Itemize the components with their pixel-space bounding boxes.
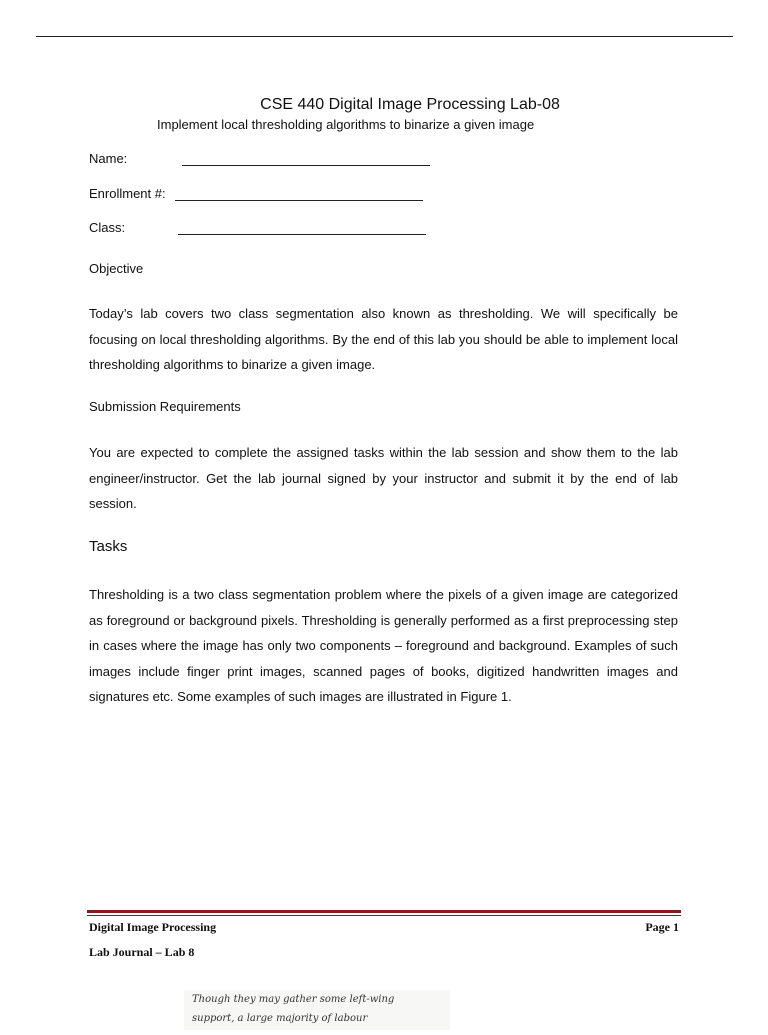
- document-title: CSE 440 Digital Image Processing Lab-08: [260, 96, 560, 113]
- footer-rule: [87, 910, 681, 913]
- footer-lab: Lab Journal – Lab 8: [89, 945, 195, 959]
- handwriting-line-2: support, a large majority of labour: [192, 1013, 368, 1024]
- name-label: Name:: [89, 151, 128, 166]
- submission-heading: Submission Requirements: [89, 399, 241, 414]
- tasks-paragraph: Thresholding is a two class segmentation problem where the pixels of a given image are categorized as foreground or background pixels. Thresholding is generally performed as a first preprocessing step in cases where the image has only two components – foreground and background. Examples of such images include finger print images, scanned pages of books, digitized handwritten images and signatures etc. Some examples of such images are illustrated in Figure 1.: [89, 587, 678, 704]
- class-label: Class:: [89, 220, 126, 235]
- class-field[interactable]: [178, 234, 426, 235]
- document-subtitle: Implement local thresholding algorithms to binarize a given image: [157, 117, 535, 132]
- submission-paragraph: You are expected to complete the assigned tasks within the lab session and show them to the lab engineer/instructor. Get the lab journal signed by your instructor and submit it by the end of lab session.: [89, 445, 678, 511]
- handwriting-sample-image: [184, 990, 450, 1030]
- page-number: Page 1: [645, 920, 679, 934]
- objective-heading: Objective: [89, 261, 144, 276]
- name-field[interactable]: [182, 165, 430, 166]
- objective-paragraph: Today’s lab covers two class segmentation also known as thresholding. We will specifically be focusing on local thresholding algorithms. By the end of this lab you should be able to implement local thresholding algorithms to binarize a given image.: [89, 306, 678, 372]
- tasks-heading: Tasks: [89, 538, 128, 555]
- handwriting-line-1: Though they may gather some left-wing: [192, 994, 395, 1005]
- handwriting-sample: [184, 990, 450, 1030]
- footer-rule-thin: [87, 915, 681, 916]
- enrollment-field[interactable]: [175, 200, 423, 201]
- header-rule: [36, 36, 733, 37]
- footer-course: Digital Image Processing: [89, 920, 217, 934]
- enrollment-label: Enrollment #:: [89, 186, 166, 201]
